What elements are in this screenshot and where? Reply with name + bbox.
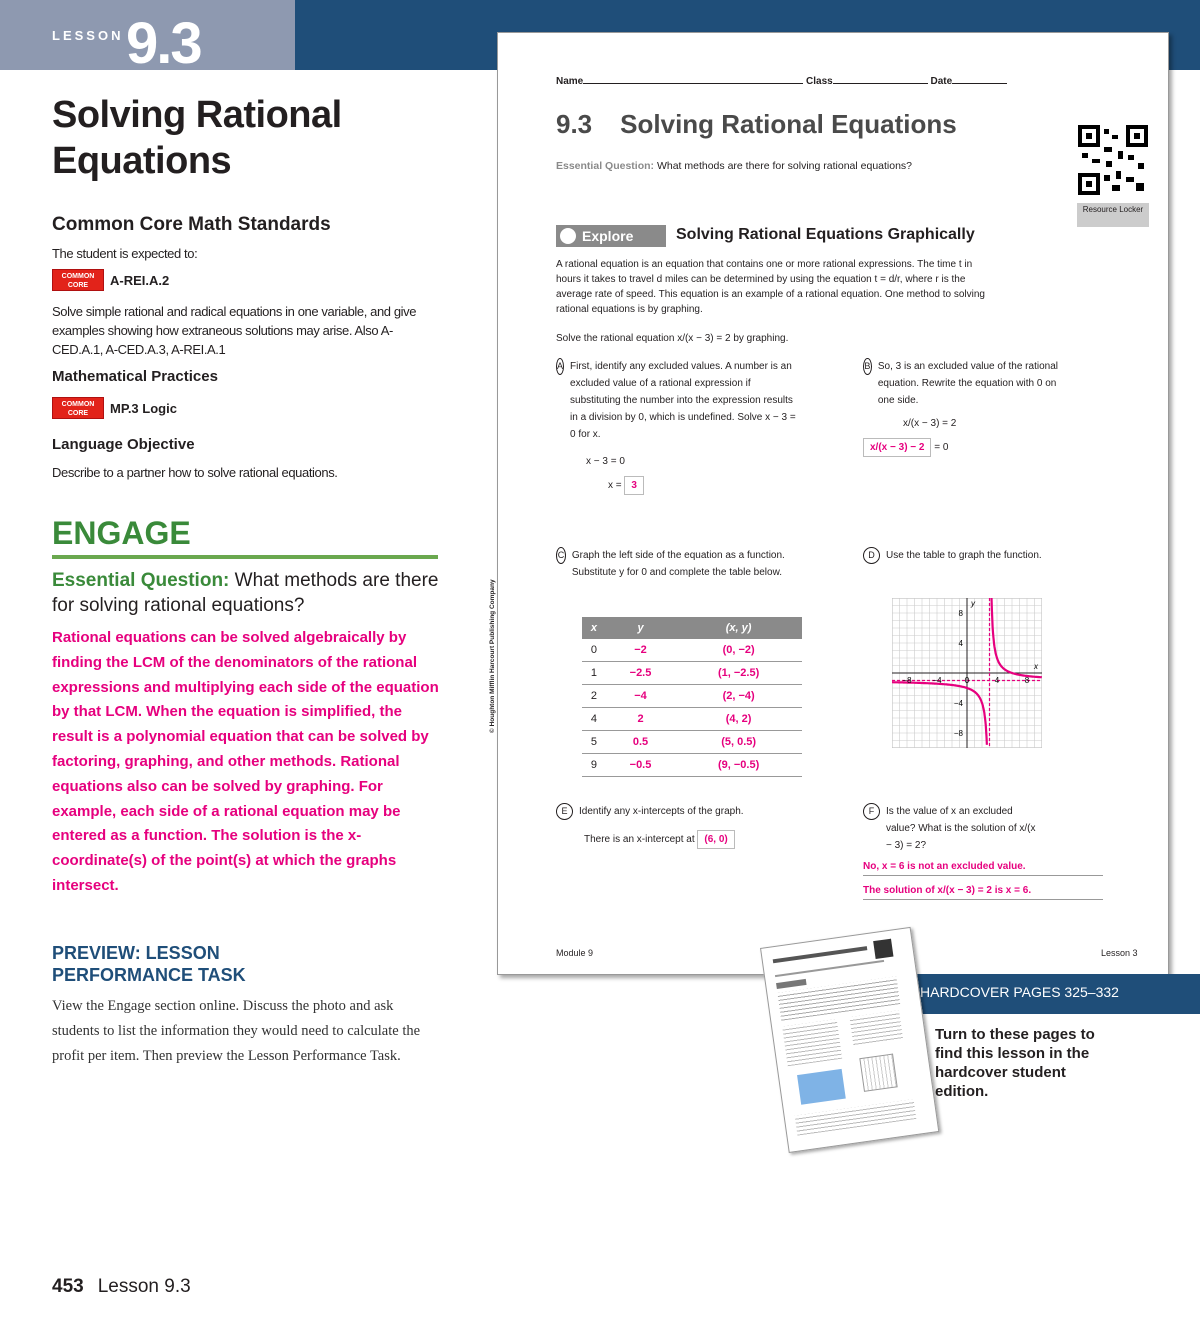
function-graph [892, 598, 1042, 748]
standard-description: Solve simple rational and radical equations in one variable, and give examples showing how extraneous solutions may arise. Also A-CED.A.1, A-CED.A.3, A-REI.A.1 [52, 304, 417, 357]
explore-intro: A rational equation is an equation that contains one or more rational expressions. The time t in hours it takes to travel d miles can be determined by using the equation t = d/r, where r is the average rate of speed. This equation is an example of a rational equation. One method to solving rational equations is by graphing. [556, 259, 985, 315]
x-tick-label: −4 [932, 676, 942, 685]
table-row: 4 2 (4, 2) [582, 708, 802, 731]
preview-body: View the Engage section online. Discuss the photo and ask students to list the information they would need to calculate the profit per item. Then preview the Lesson Performance Task. [52, 998, 421, 1064]
step-a: A First, identify any excluded values. A number is an excluded value of a rational expression if substituting the number into the expression results in a division by 0, which is undefined. Solve x − 3 = 0 for x. x − 3 = 0 x = 3 [556, 358, 796, 495]
essential-question-answer: Rational equations can be solved algebraically by finding the LCM of the denominators of the rational expressions and multiplying each side of the equation by that LCM. When the equation is simplified, the result is a polynomial equation that can be solved by factoring, graphing, and other methods. Rational equations also can be solved by graphing. For example, each side of a rational equation may be entered as a function. The solution is the x-coordinate(s) of the point(s) at which the graphs intersect. [52, 629, 439, 894]
page-footer [52, 1276, 191, 1298]
table-header: x [582, 617, 606, 639]
table-row: 5 0.5 (5, 0.5) [582, 731, 802, 754]
explore-label: Explore [556, 225, 666, 247]
common-core-badge: COMMON CORE [52, 397, 104, 419]
step-c: C Graph the left side of the equation as a function. Substitute y for 0 and complete the table below. [556, 547, 796, 581]
footer-lesson: Lesson 9.3 [97, 1276, 191, 1297]
xy-table [582, 617, 802, 777]
step-b: B So, 3 is an excluded value of the rational equation. Rewrite the equation with 0 on one side. x/(x − 3) = 2 x/(x − 3) − 2 = 0 [863, 358, 1063, 457]
language-text: Describe to a partner how to solve rational equations. [52, 465, 338, 480]
essential-question [52, 568, 442, 618]
standards-intro: The student is expected to: [52, 246, 198, 261]
worksheet-footer-left: Module 9 [556, 948, 594, 958]
copyright: © Houghton Mifflin Harcourt Publishing Company [489, 579, 496, 733]
common-core-badge: COMMON CORE [52, 269, 104, 291]
solve-prompt: Solve the rational equation x/(x − 3) = 2 by graphing. [556, 333, 789, 344]
engage-heading: ENGAGE [52, 515, 191, 551]
standard-code: A-REI.A.2 [110, 272, 170, 288]
practice-code: MP.3 Logic [110, 400, 177, 416]
lesson-number: 9.3 [126, 11, 201, 76]
explore-title: Solving Rational Equations Graphically [676, 226, 975, 243]
resource-locker-button[interactable]: Resource Locker [1077, 203, 1149, 227]
step-d: D Use the table to graph the function. [863, 547, 1063, 564]
x-tick-label: −8 [902, 676, 912, 685]
y-tick-label: −4 [953, 699, 963, 708]
table-header: (x, y) [675, 617, 802, 639]
engage-divider [52, 555, 438, 559]
y-tick-label: −8 [953, 729, 963, 738]
preview-heading: PREVIEW: LESSON PERFORMANCE TASK [52, 943, 246, 985]
table-row: 0 −2 (0, −2) [582, 639, 802, 662]
y-tick-label: 4 [958, 639, 963, 648]
essential-question-label: Essential Question: [52, 570, 230, 591]
essential-question-text: What methods are there for solving rational equations? [52, 570, 439, 616]
qr-code-icon [1078, 125, 1148, 195]
worksheet-title: 9.3 Solving Rational Equations [556, 109, 957, 139]
practices-heading: Mathematical Practices [52, 368, 218, 385]
standards-heading: Common Core Math Standards [52, 214, 331, 235]
lesson-word: LESSON [52, 28, 124, 43]
explore-icon [560, 228, 576, 244]
practice-row [52, 397, 177, 419]
table-row: 1 −2.5 (1, −2.5) [582, 662, 802, 685]
worksheet-essential-question: Essential Question: What methods are there for solving rational equations? [556, 160, 913, 172]
language-heading: Language Objective [52, 436, 195, 453]
worksheet-footer-right: Lesson 3 [1101, 948, 1138, 958]
y-axis-label: y [971, 599, 975, 608]
x-tick-label: 0 [964, 676, 970, 685]
x-tick-label: 4 [994, 676, 1000, 685]
page-title: Solving Rational Equations [52, 94, 342, 182]
y-tick-label: 8 [958, 609, 963, 618]
name-field: Name Class Date [556, 73, 1007, 90]
page-number: 453 [52, 1276, 84, 1297]
x-axis-label: x [1034, 662, 1038, 671]
hardcover-label: HARDCOVER PAGES 325–332 [920, 984, 1119, 1000]
table-row: 2 −4 (2, −4) [582, 685, 802, 708]
x-tick-label: 8 [1024, 676, 1030, 685]
step-f: F Is the value of x an excluded value? What is the solution of x/(x − 3) = 2? No, x = 6 is not an excluded value. The solution of x/(x − 3) = 2 is x = 6. [863, 803, 1103, 900]
standard-row [52, 269, 169, 291]
worksheet-page [489, 32, 1169, 975]
step-e: E Identify any x-intercepts of the graph. There is an x-intercept at (6, 0) [556, 803, 836, 849]
hardcover-description: Turn to these pages to find this lesson in the hardcover student edition. [935, 1026, 1095, 1100]
hardcover-thumbnail [760, 927, 939, 1153]
table-header: y [606, 617, 675, 639]
table-row: 9 −0.5 (9, −0.5) [582, 754, 802, 777]
